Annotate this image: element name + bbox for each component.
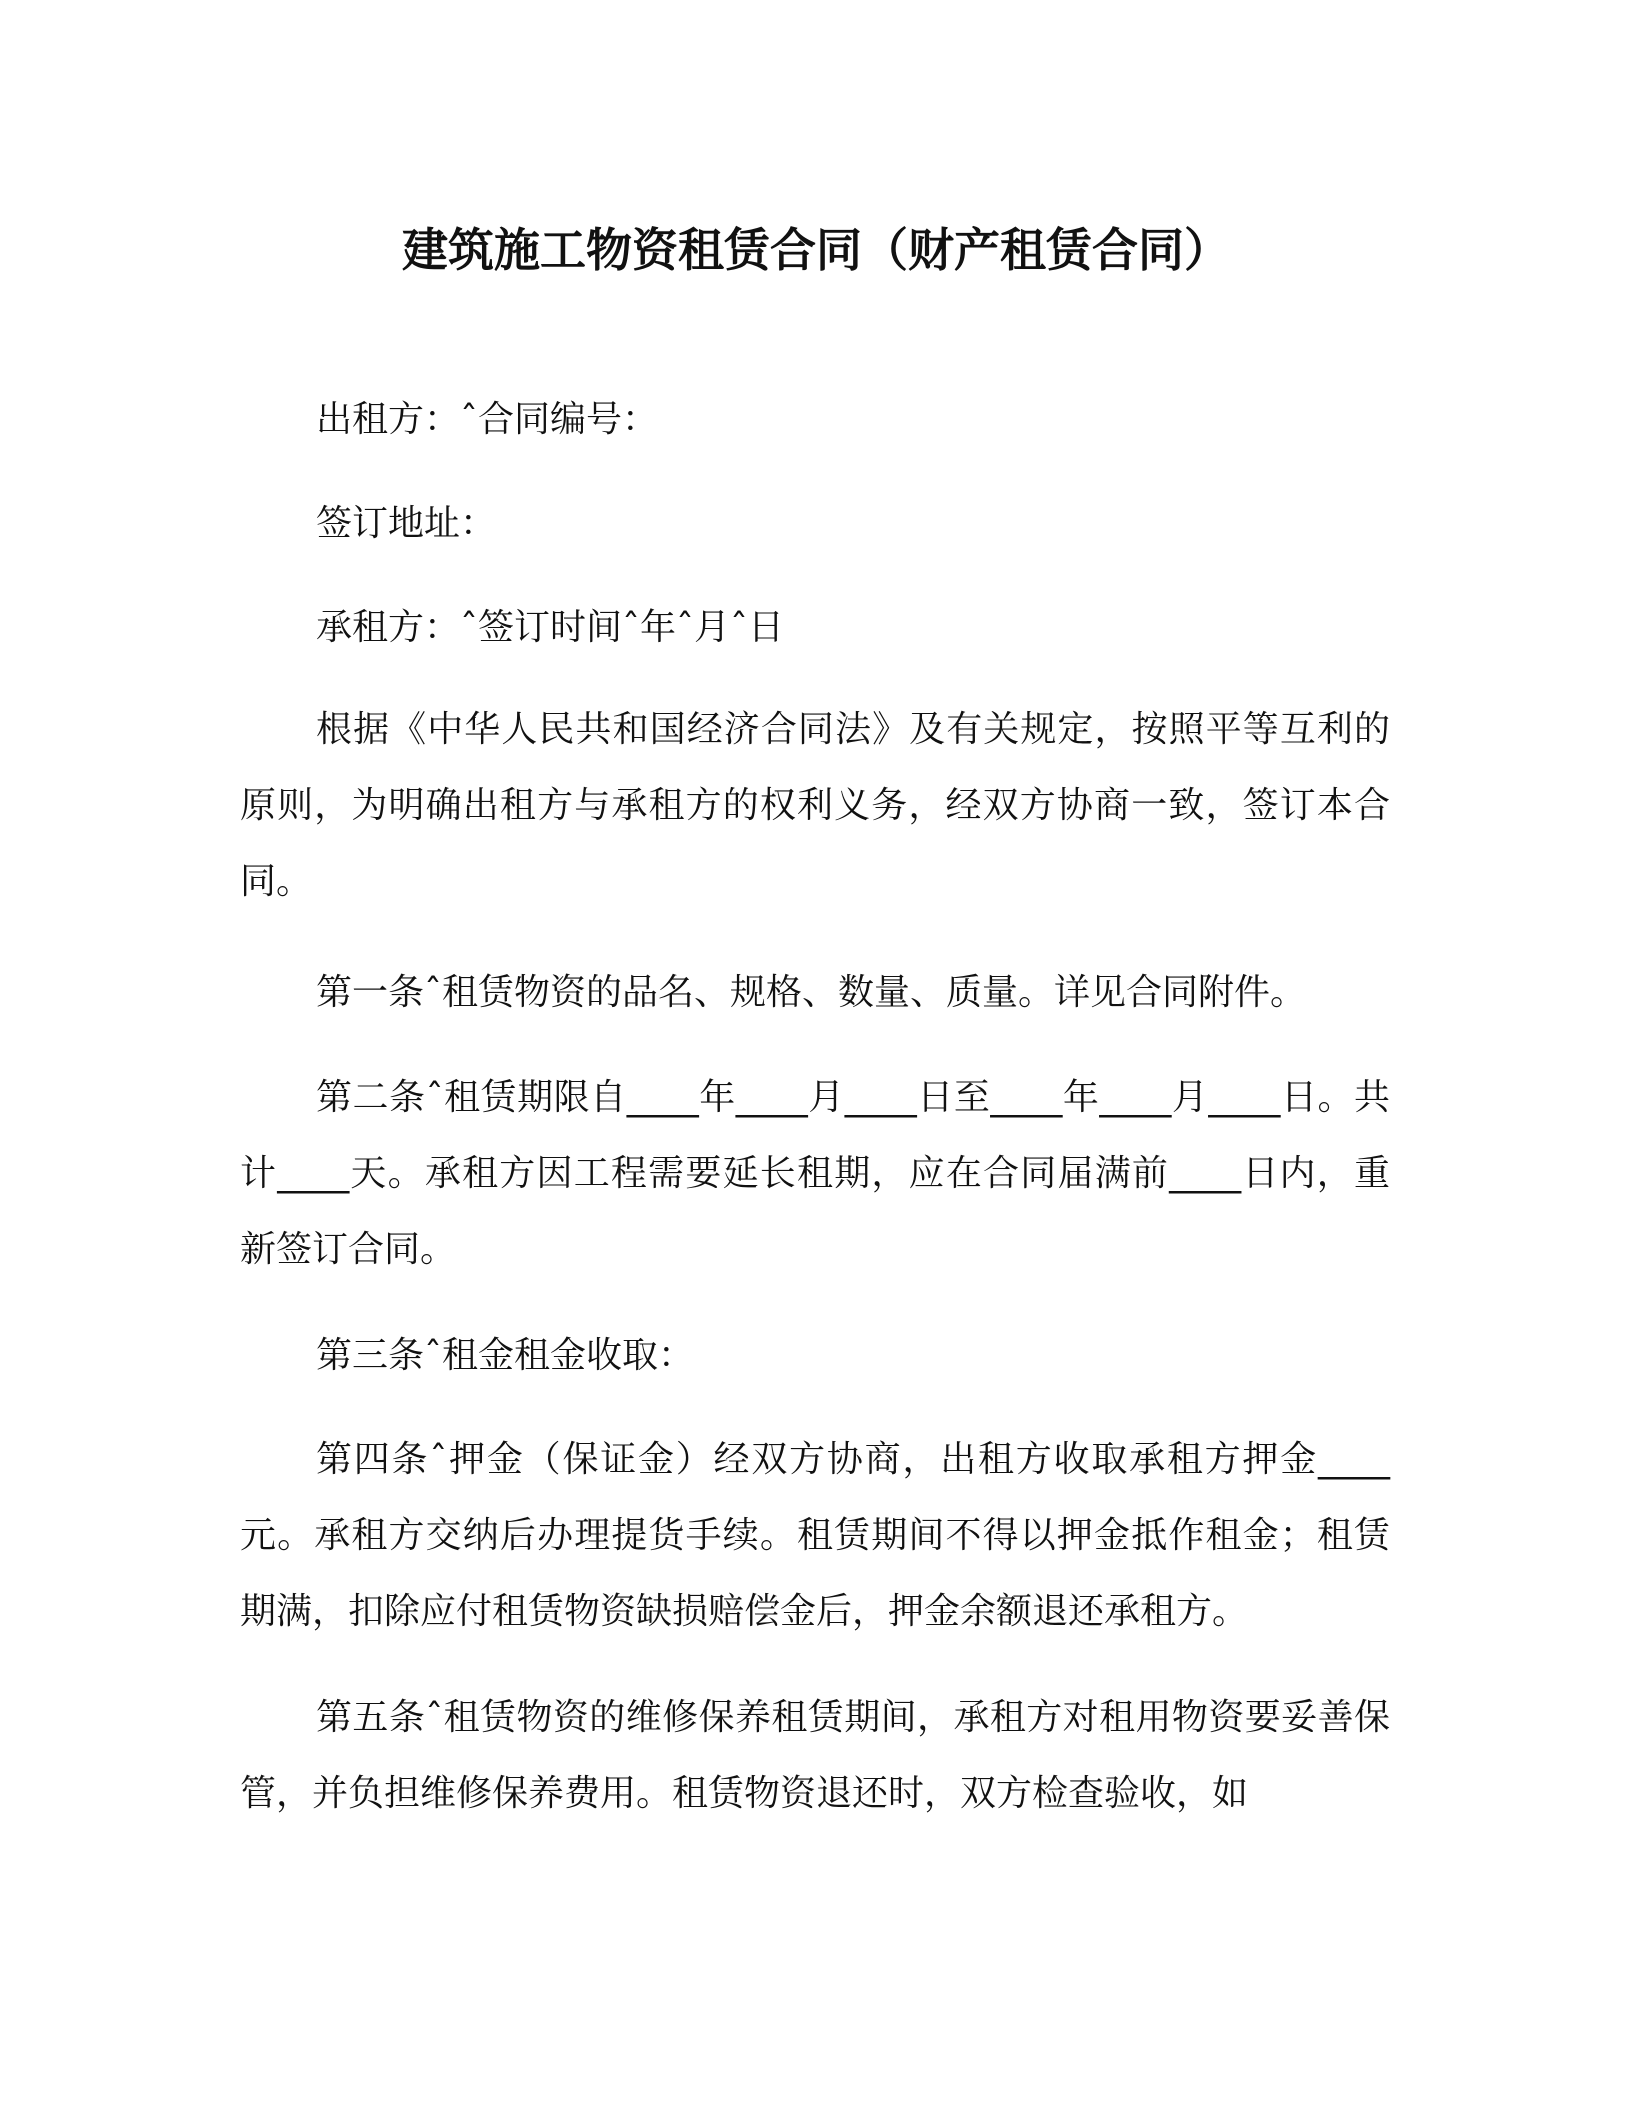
lessor-contract-number-line: 出租方：ˆ合同编号：	[316, 399, 659, 440]
article-5-paragraph: 第五条ˆ租赁物资的维修保养租赁期间，承租方对租用物资要妥善保管，并负担维修保养费用。租赁物资退还时，双方检查验收，如	[240, 1697, 1390, 1814]
article-1-paragraph: 第一条ˆ租赁物资的品名、规格、数量、质量。详见合同附件。	[316, 972, 1307, 1013]
document-title: 建筑施工物资租赁合同（财产租赁合同）	[402, 223, 1230, 277]
article-3-paragraph: 第三条ˆ租金租金收取：	[316, 1335, 695, 1376]
lessee-signing-date-line: 承租方：ˆ签订时间ˆ年ˆ月ˆ日	[316, 607, 785, 648]
preamble-paragraph: 根据《中华人民共和国经济合同法》及有关规定，按照平等互利的原则，为明确出租方与承租方的权利义务，经双方协商一致，签订本合同。	[240, 709, 1390, 902]
signing-address-line: 签订地址：	[316, 503, 497, 544]
article-2-paragraph: 第二条ˆ租赁期限自____年____月____日至____年____月____日。共计____天。承租方因工程需要延长租期，应在合同届满前____日内，重新签订合同。	[240, 1077, 1390, 1270]
article-4-paragraph: 第四条ˆ押金（保证金）经双方协商，出租方收取承租方押金____元。承租方交纳后办理提货手续。租赁期间不得以押金抵作租金；租赁期满，扣除应付租赁物资缺损赔偿金后，押金余额退还承租方。	[240, 1439, 1390, 1632]
